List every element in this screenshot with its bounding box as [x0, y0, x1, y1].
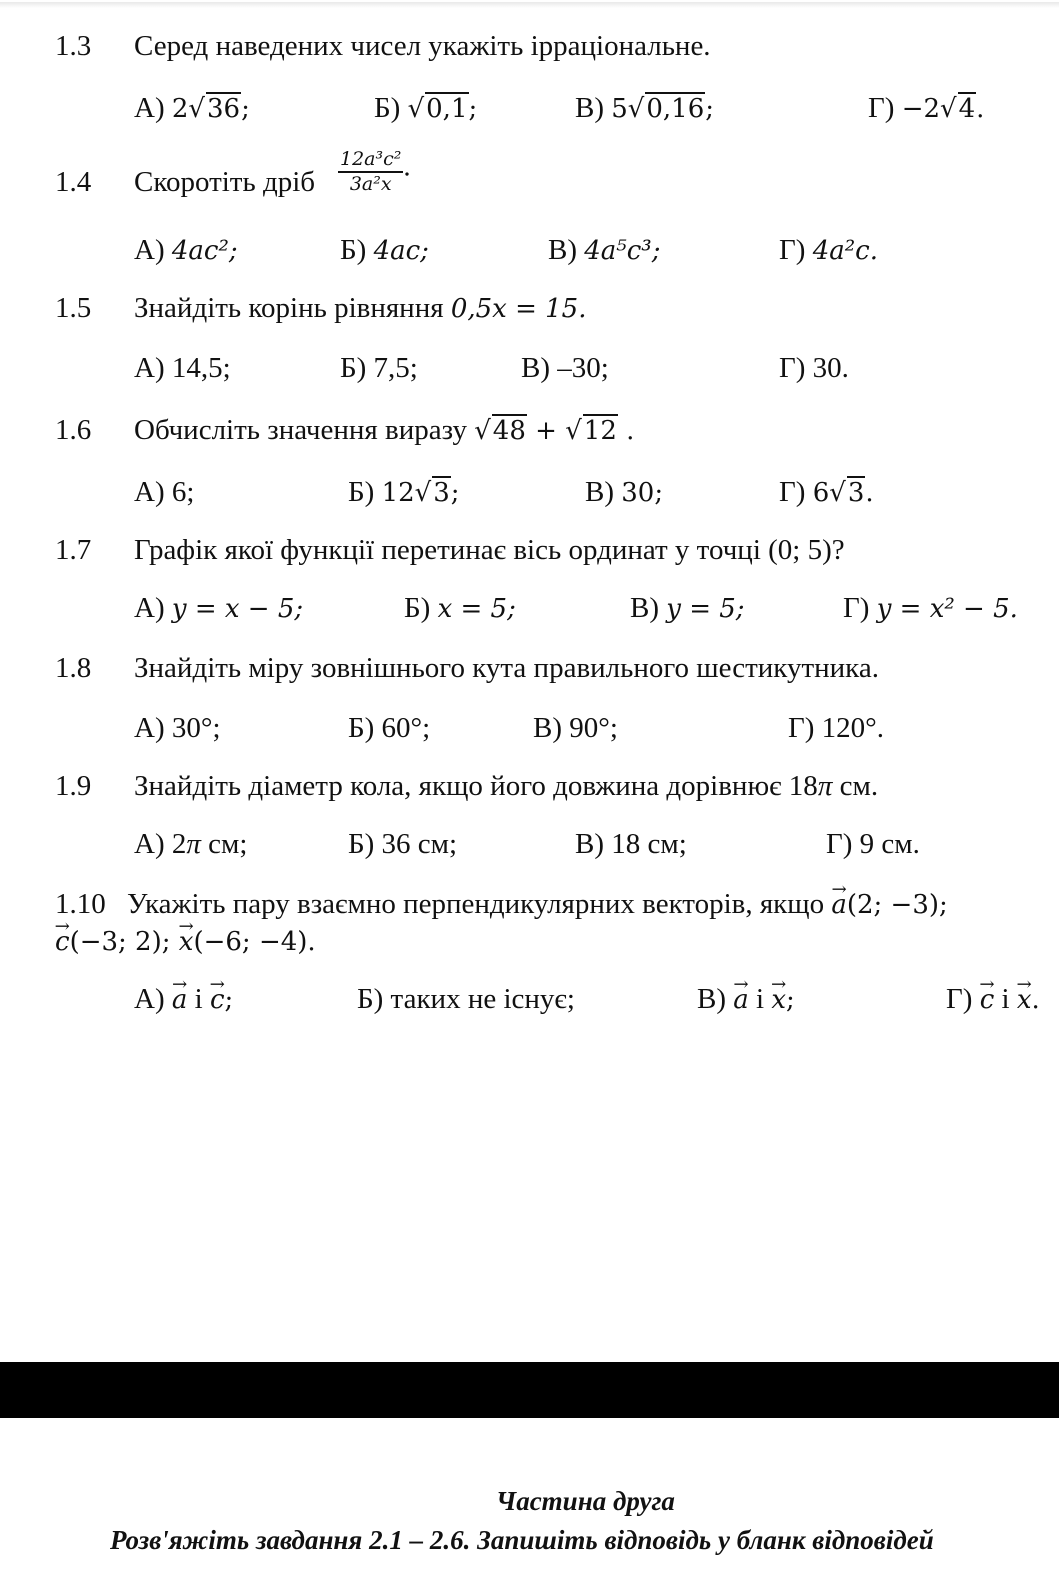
option-a: А) 30°;: [134, 712, 221, 744]
question-number: 1.7: [55, 534, 92, 566]
option-d: Г) 6√3.: [779, 476, 874, 508]
question-number: 1.8: [55, 652, 92, 684]
question-text: Обчисліть значення виразу √48 + √12 .: [134, 414, 635, 446]
option-a: А) 14,5;: [134, 352, 231, 384]
question-number: 1.3: [55, 30, 92, 62]
option-a: А) y = x − 5;: [134, 592, 304, 624]
option-b: Б) таких не існує;: [357, 983, 575, 1015]
option-a: А) 4ac²;: [134, 234, 238, 266]
option-a: А) 6;: [134, 476, 195, 508]
option-c: В) → a і → x;: [697, 985, 795, 1014]
option-b: Б) 12√3;: [348, 476, 460, 508]
option-d: Г) 30.: [779, 352, 849, 384]
option-a: А) → a і → c;: [134, 985, 233, 1014]
question-text: Знайдіть міру зовнішнього кута правильного шестикутника.: [134, 652, 879, 684]
question-number: 1.4: [55, 166, 92, 198]
option-b: Б) x = 5;: [404, 592, 516, 624]
option-c: В) 18 см;: [575, 828, 687, 860]
option-d: Г) 9 см.: [826, 828, 920, 860]
option-d: Г) y = x² − 5.: [843, 592, 1018, 624]
part-two-instruction: Розв'яжіть завдання 2.1 – 2.6. Запишіть відповідь у бланк відповідей: [110, 1525, 934, 1555]
option-b: Б) 36 см;: [348, 828, 458, 860]
option-b: Б) √0,1;: [374, 92, 478, 124]
option-c: В) y = 5;: [630, 592, 745, 624]
option-a: А) 2√36;: [134, 92, 250, 124]
option-b: Б) 7,5;: [340, 352, 418, 384]
question-text: Укажіть пару взаємно перпендикулярних векторів, якщо → a(2; −3);: [127, 890, 948, 919]
question-number: 1.6: [55, 414, 92, 446]
option-c: В) –30;: [521, 352, 609, 384]
option-c: В) 4a⁵c³;: [548, 234, 661, 266]
question-text: Графік якої функції перетинає вісь ординат у точці (0; 5)?: [134, 534, 845, 566]
question-text: Скоротіть дріб: [134, 166, 316, 198]
question-text-cont: → c(−3; 2); → x(−6; −4).: [55, 927, 316, 956]
option-d: Г) → c і → x.: [946, 985, 1040, 1014]
option-b: Б) 4ac;: [340, 234, 429, 266]
option-d: Г) 120°.: [788, 712, 885, 744]
option-b: Б) 60°;: [348, 712, 431, 744]
option-d: Г) 4a²c.: [779, 234, 878, 266]
part-two-title: Частина друга: [496, 1486, 675, 1516]
fraction: $\frac{\text{12a³c²}}{\text{3a²x}}$ .: [340, 148, 411, 195]
option-c: В) 5√0,16;: [575, 92, 715, 124]
question-number: 1.10: [55, 888, 106, 920]
question-text: Серед наведених чисел укажіть ірраціональне.: [134, 30, 711, 62]
cut-off-previous-line: [0, 0, 1059, 8]
option-a: А) 2π см;: [134, 828, 248, 860]
option-d: Г) −2√4.: [868, 92, 985, 124]
question-number: 1.9: [55, 770, 92, 802]
option-c: В) 30;: [585, 476, 664, 508]
black-band: [0, 1362, 1059, 1418]
option-c: В) 90°;: [533, 712, 618, 744]
question-text: Знайдіть діаметр кола, якщо його довжина дорівнює 18π см.: [134, 770, 879, 802]
question-text: Знайдіть корінь рівняння 0,5x = 15.: [134, 292, 587, 324]
question-number: 1.5: [55, 292, 92, 324]
